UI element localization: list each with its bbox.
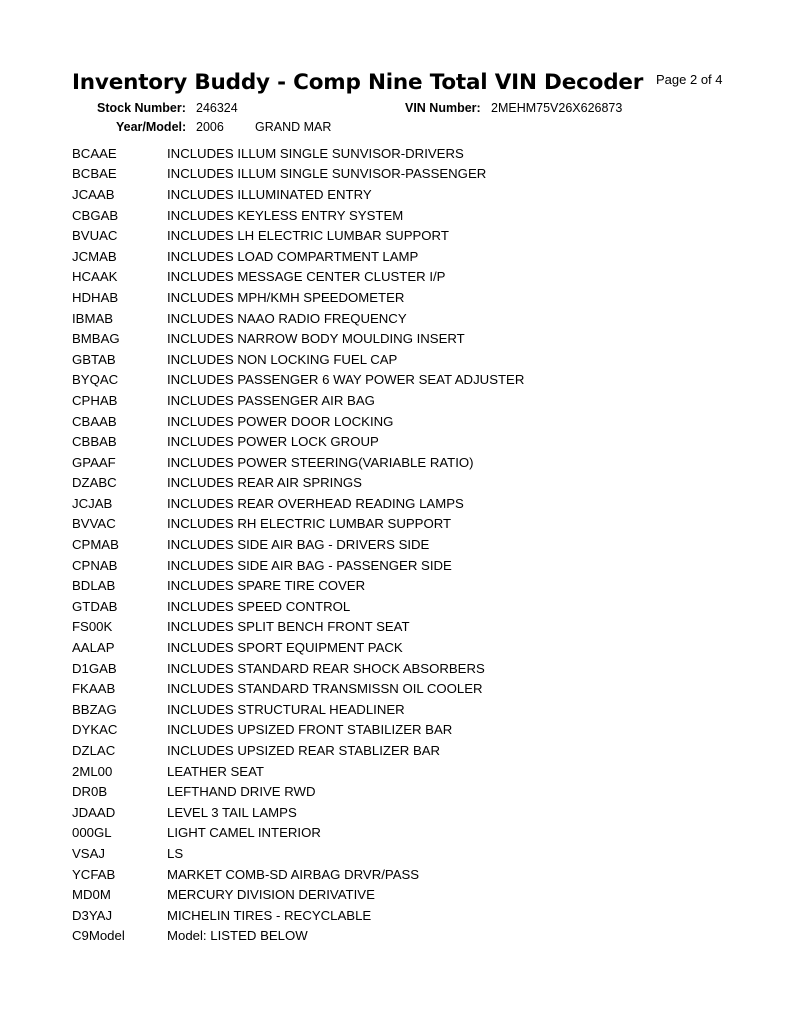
model-value: GRAND MAR bbox=[255, 120, 332, 134]
option-description: Model: LISTED BELOW bbox=[167, 928, 308, 944]
option-code: DR0B bbox=[72, 784, 108, 800]
option-description: MARKET COMB-SD AIRBAG DRVR/PASS bbox=[167, 866, 420, 882]
option-row bbox=[72, 555, 772, 576]
option-description: INCLUDES ILLUM SINGLE SUNVISOR-DRIVERS bbox=[167, 145, 464, 161]
option-code: BVUAC bbox=[72, 228, 118, 244]
option-description: INCLUDES STANDARD TRANSMISSN OIL COOLER bbox=[167, 681, 483, 697]
option-code: BDLAB bbox=[72, 578, 116, 594]
option-row bbox=[72, 637, 772, 658]
option-row bbox=[72, 843, 772, 864]
option-description: MICHELIN TIRES - RECYCLABLE bbox=[167, 907, 372, 923]
option-code: JDAAD bbox=[72, 804, 116, 820]
option-code: C9Model bbox=[72, 928, 125, 944]
option-row bbox=[72, 473, 772, 494]
option-row bbox=[72, 205, 772, 226]
option-row bbox=[72, 678, 772, 699]
option-code: DZABC bbox=[72, 475, 117, 491]
option-description: INCLUDES LOAD COMPARTMENT LAMP bbox=[167, 248, 419, 264]
option-row bbox=[72, 761, 772, 782]
option-description: INCLUDES SIDE AIR BAG - PASSENGER SIDE bbox=[167, 557, 452, 573]
option-code: BYQAC bbox=[72, 372, 119, 388]
option-row bbox=[72, 514, 772, 535]
option-description: LEFTHAND DRIVE RWD bbox=[167, 784, 316, 800]
option-code: JCMAB bbox=[72, 248, 117, 264]
option-code: BBZAG bbox=[72, 701, 117, 717]
option-description: INCLUDES NARROW BODY MOULDING INSERT bbox=[167, 331, 465, 347]
option-row bbox=[72, 370, 772, 391]
option-description: INCLUDES STANDARD REAR SHOCK ABSORBERS bbox=[167, 660, 485, 676]
option-code: CPHAB bbox=[72, 392, 118, 408]
option-row bbox=[72, 575, 772, 596]
option-code: YCFAB bbox=[72, 866, 116, 882]
option-code: CBGAB bbox=[72, 207, 119, 223]
option-code: JCJAB bbox=[72, 495, 113, 511]
option-code: MD0M bbox=[72, 887, 111, 903]
option-row bbox=[72, 617, 772, 638]
option-description: MERCURY DIVISION DERIVATIVE bbox=[167, 887, 375, 903]
vin-number-value: 2MEHM75V26X626873 bbox=[491, 101, 623, 115]
option-description: INCLUDES POWER LOCK GROUP bbox=[167, 434, 379, 450]
option-row bbox=[72, 164, 772, 185]
option-row bbox=[72, 864, 772, 885]
option-code: DZLAC bbox=[72, 743, 116, 759]
option-code: FS00K bbox=[72, 619, 113, 635]
option-row bbox=[72, 534, 772, 555]
option-row bbox=[72, 720, 772, 741]
option-code: HDHAB bbox=[72, 289, 119, 305]
option-row bbox=[72, 267, 772, 288]
option-row bbox=[72, 390, 772, 411]
option-description: INCLUDES REAR OVERHEAD READING LAMPS bbox=[167, 495, 464, 511]
page-title: Inventory Buddy - Comp Nine Total VIN Decoder bbox=[72, 70, 644, 95]
option-code: HCAAK bbox=[72, 269, 118, 285]
option-row bbox=[72, 884, 772, 905]
option-code: CPMAB bbox=[72, 537, 119, 553]
option-row bbox=[72, 328, 772, 349]
option-row bbox=[72, 740, 772, 761]
option-row bbox=[72, 287, 772, 308]
option-row bbox=[72, 225, 772, 246]
option-code: JCAAB bbox=[72, 186, 115, 202]
option-code: BCBAE bbox=[72, 166, 117, 182]
option-row bbox=[72, 184, 772, 205]
option-description: INCLUDES ILLUMINATED ENTRY bbox=[167, 186, 372, 202]
option-code: CBBAB bbox=[72, 434, 117, 450]
option-description: INCLUDES POWER DOOR LOCKING bbox=[167, 413, 394, 429]
option-row bbox=[72, 596, 772, 617]
option-code: DYKAC bbox=[72, 722, 118, 738]
option-code: 000GL bbox=[72, 825, 112, 841]
option-row bbox=[72, 905, 772, 926]
option-code: D1GAB bbox=[72, 660, 117, 676]
year-model-label-text: Year/Model: bbox=[116, 120, 187, 134]
option-description: INCLUDES KEYLESS ENTRY SYSTEM bbox=[167, 207, 404, 223]
option-description: LEVEL 3 TAIL LAMPS bbox=[167, 804, 297, 820]
option-description: LS bbox=[167, 845, 184, 861]
option-code-list bbox=[72, 143, 772, 946]
option-description: INCLUDES REAR AIR SPRINGS bbox=[167, 475, 362, 491]
option-code: BMBAG bbox=[72, 331, 120, 347]
option-description: INCLUDES UPSIZED FRONT STABILIZER BAR bbox=[167, 722, 453, 738]
option-code: 2ML00 bbox=[72, 763, 113, 779]
option-description: LIGHT CAMEL INTERIOR bbox=[167, 825, 321, 841]
option-code: VSAJ bbox=[72, 845, 105, 861]
vin-number-label bbox=[405, 101, 481, 115]
option-code: AALAP bbox=[72, 640, 115, 656]
option-description: INCLUDES STRUCTURAL HEADLINER bbox=[167, 701, 405, 717]
stock-number-label bbox=[97, 101, 186, 115]
option-code: CBAAB bbox=[72, 413, 117, 429]
option-row bbox=[72, 926, 772, 947]
stock-number-value: 246324 bbox=[196, 101, 238, 115]
option-code: GBTAB bbox=[72, 351, 116, 367]
option-code: IBMAB bbox=[72, 310, 114, 326]
option-code: FKAAB bbox=[72, 681, 116, 697]
year-value: 2006 bbox=[196, 120, 224, 134]
year-model-label bbox=[116, 120, 186, 134]
vin-number-label-text: VIN Number: bbox=[405, 101, 481, 115]
option-description: INCLUDES SPLIT BENCH FRONT SEAT bbox=[167, 619, 410, 635]
option-code: BVVAC bbox=[72, 516, 116, 532]
option-row bbox=[72, 143, 772, 164]
option-description: INCLUDES SPORT EQUIPMENT PACK bbox=[167, 640, 403, 656]
option-row bbox=[72, 308, 772, 329]
option-row bbox=[72, 699, 772, 720]
option-description: INCLUDES SPARE TIRE COVER bbox=[167, 578, 366, 594]
option-description: INCLUDES PASSENGER 6 WAY POWER SEAT ADJUSTER bbox=[167, 372, 525, 388]
option-row bbox=[72, 246, 772, 267]
option-description: INCLUDES SPEED CONTROL bbox=[167, 598, 351, 614]
option-row bbox=[72, 781, 772, 802]
option-description: INCLUDES UPSIZED REAR STABLIZER BAR bbox=[167, 743, 441, 759]
stock-number-label-text: Stock Number: bbox=[97, 101, 186, 115]
option-row bbox=[72, 493, 772, 514]
option-description: INCLUDES POWER STEERING(VARIABLE RATIO) bbox=[167, 454, 474, 470]
option-description: INCLUDES SIDE AIR BAG - DRIVERS SIDE bbox=[167, 537, 430, 553]
option-row bbox=[72, 349, 772, 370]
option-row bbox=[72, 823, 772, 844]
option-description: INCLUDES NON LOCKING FUEL CAP bbox=[167, 351, 398, 367]
option-description: LEATHER SEAT bbox=[167, 763, 264, 779]
option-code: D3YAJ bbox=[72, 907, 113, 923]
option-row bbox=[72, 431, 772, 452]
option-description: INCLUDES LH ELECTRIC LUMBAR SUPPORT bbox=[167, 228, 449, 244]
option-description: INCLUDES MPH/KMH SPEEDOMETER bbox=[167, 289, 405, 305]
option-description: INCLUDES ILLUM SINGLE SUNVISOR-PASSENGER bbox=[167, 166, 487, 182]
option-row bbox=[72, 452, 772, 473]
option-description: INCLUDES NAAO RADIO FREQUENCY bbox=[167, 310, 407, 326]
page-number: Page 2 of 4 bbox=[656, 72, 723, 87]
option-code: GPAAF bbox=[72, 454, 116, 470]
option-code: BCAAE bbox=[72, 145, 117, 161]
option-row bbox=[72, 411, 772, 432]
option-code: GTDAB bbox=[72, 598, 118, 614]
option-description: INCLUDES PASSENGER AIR BAG bbox=[167, 392, 375, 408]
option-code: CPNAB bbox=[72, 557, 118, 573]
option-description: INCLUDES MESSAGE CENTER CLUSTER I/P bbox=[167, 269, 446, 285]
option-row bbox=[72, 658, 772, 679]
option-description: INCLUDES RH ELECTRIC LUMBAR SUPPORT bbox=[167, 516, 452, 532]
option-row bbox=[72, 802, 772, 823]
